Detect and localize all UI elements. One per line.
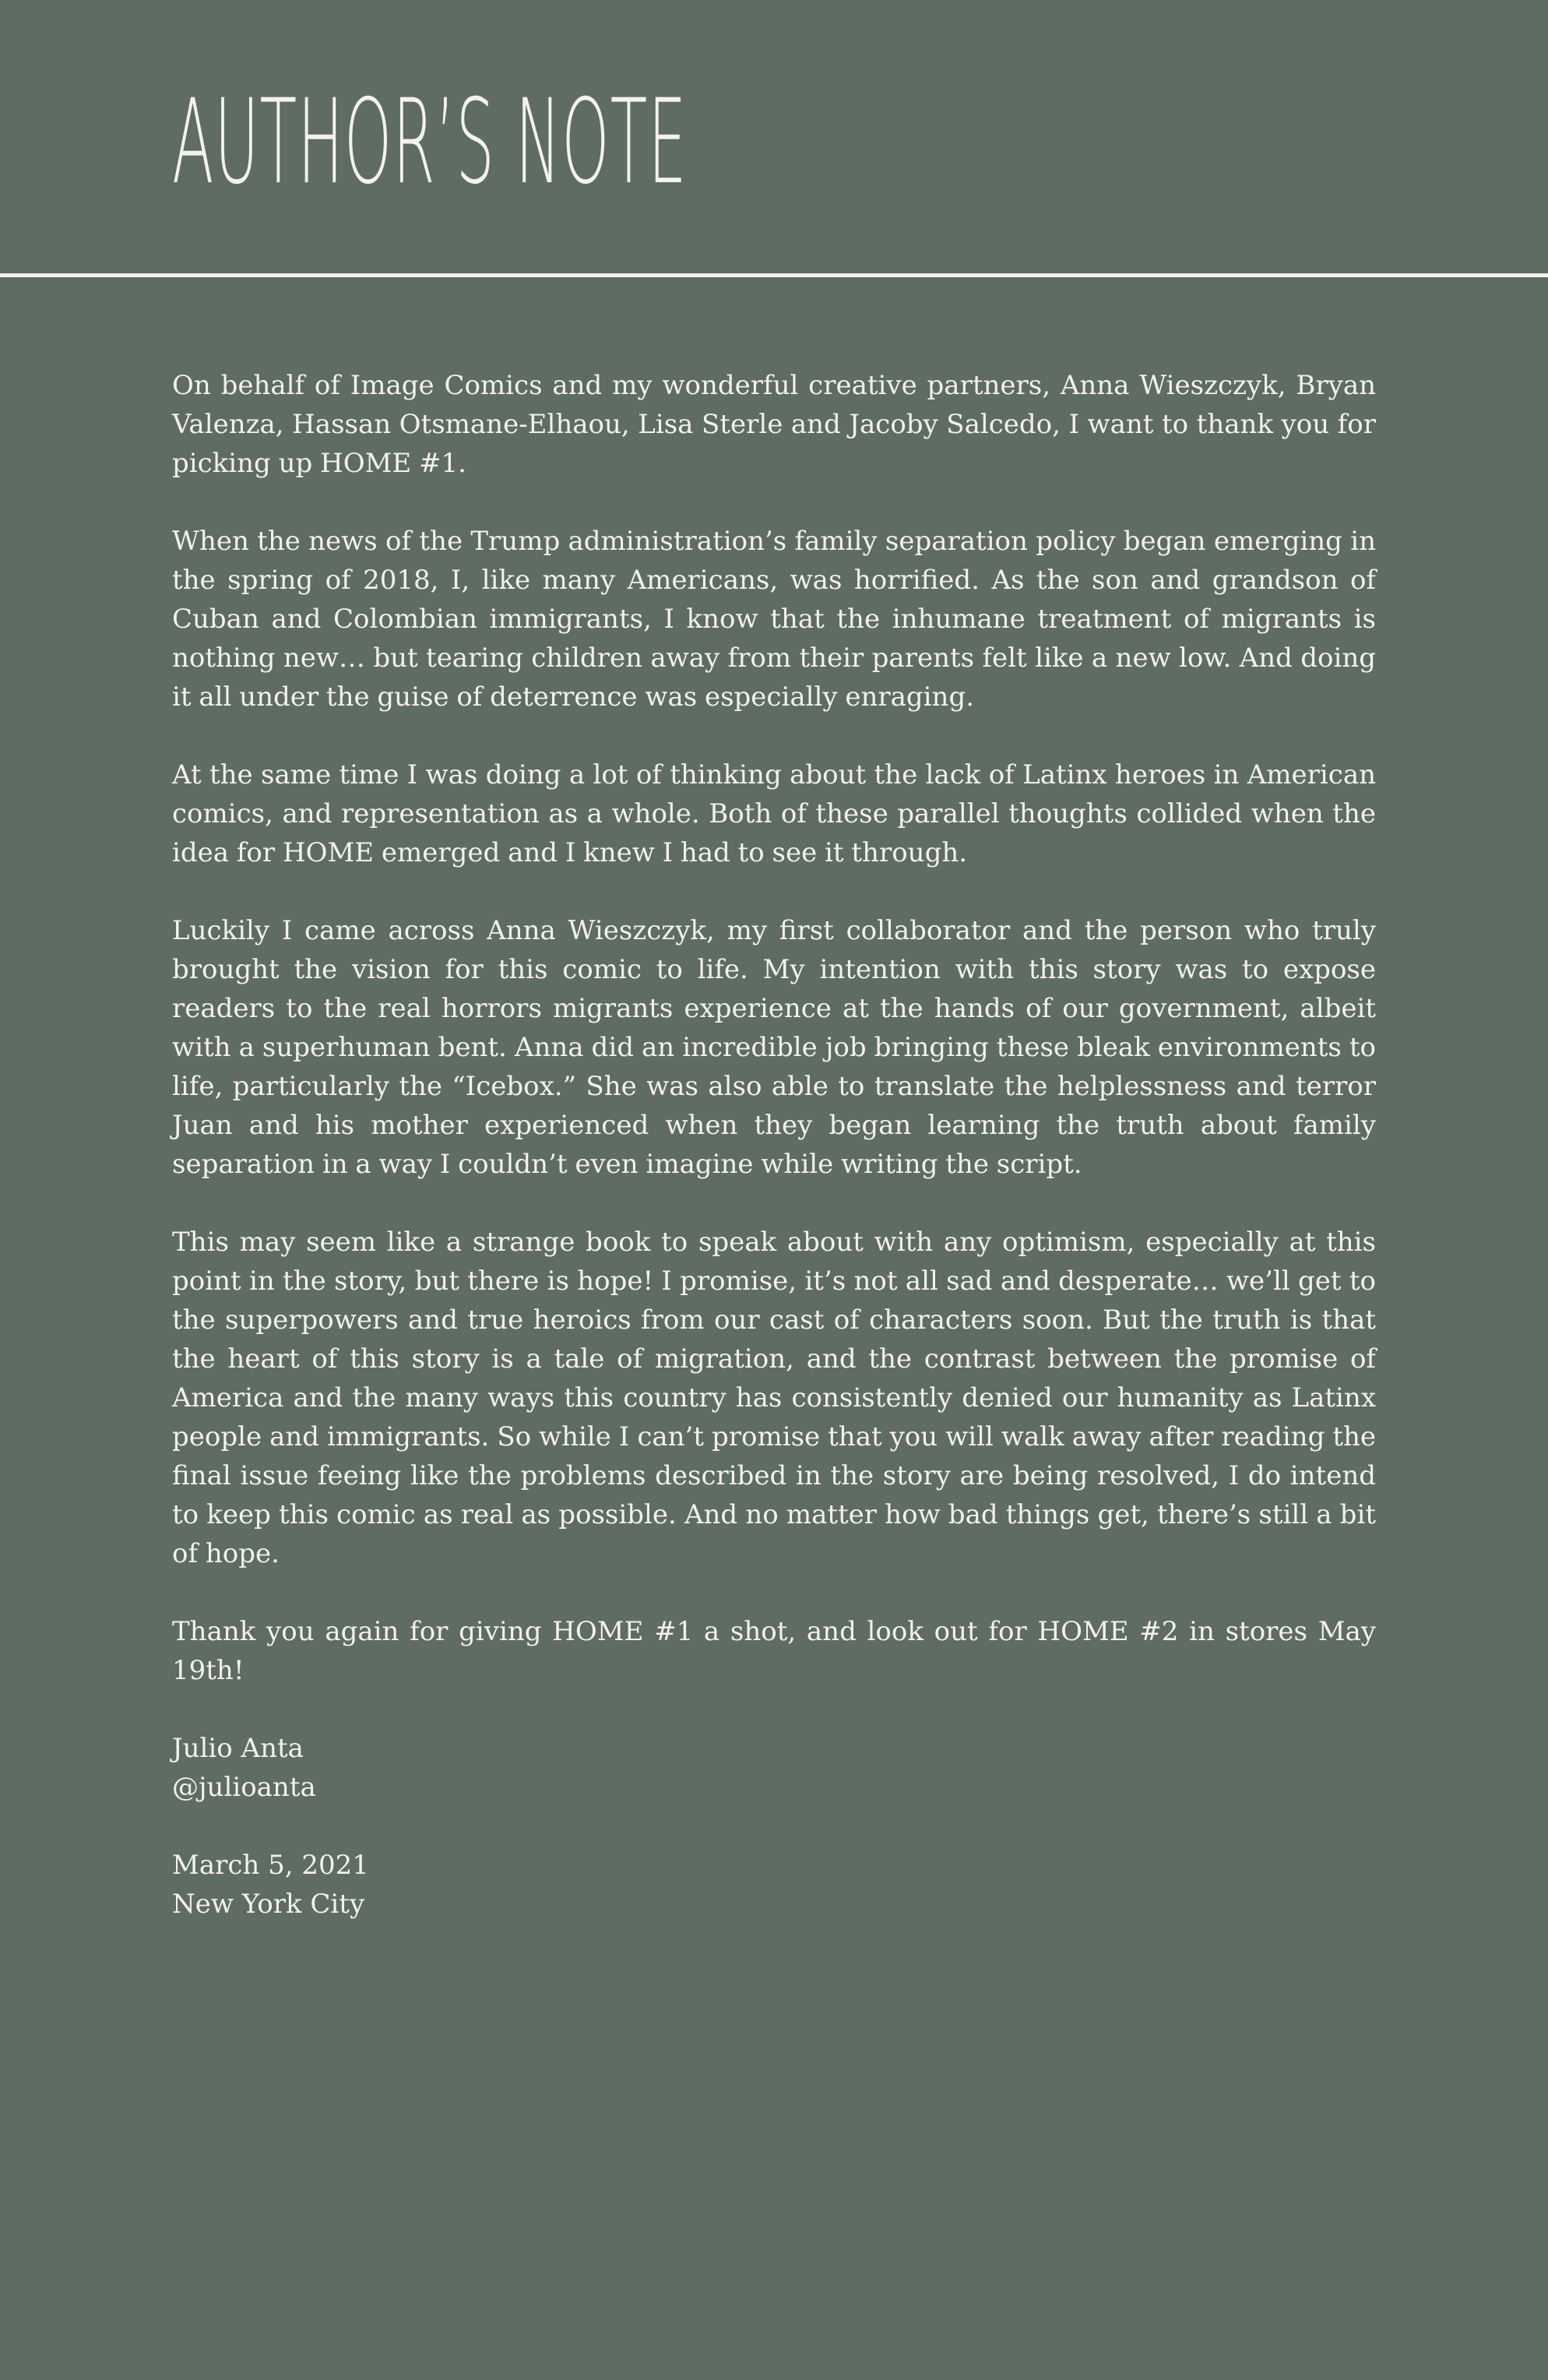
author-name: Julio Anta	[172, 1733, 304, 1764]
paragraph-policy: When the news of the Trump administration’s family separation policy began emerging in the spring of 2018, I, like many Americans, was horrified. As the son and grandson of Cuban and Colombian immigrants, I know that the inhumane treatment of migrants is nothing new… but tearing children away from their parents felt like a new low. And doing it all under the guise of deterrence was especially enraging.	[172, 526, 1376, 713]
paragraph-representation: At the same time I was doing a lot of thinking about the lack of Latinx heroes in American comics, and representation as a whole. Both of these parallel thoughts collided when the idea for HOME emerged and I knew I had to see it through.	[172, 759, 1376, 868]
signature	[172, 1729, 1376, 1807]
author-handle: @julioanta	[172, 1772, 316, 1803]
paragraph-closing: Thank you again for giving HOME #1 a shot, and look out for HOME #2 in stores May 19th!	[172, 1616, 1376, 1686]
paragraph-hope: This may seem like a strange book to speak about with any optimism, especially at this point in the story, but there is hope! I promise, it’s not all sad and desperate… we’ll get to the superpowers and true heroics from our cast of characters soon. But the truth is that the heart of this story is a tale of migration, and the contrast between the promise of America and the many ways this country has consistently denied our humanity as Latinx people and immigrants. So while I can’t promise that you will walk away after reading the final issue feeing like the problems described in the story are being resolved, I do intend to keep this comic as real as possible. And no matter how bad things get, there’s still a bit of hope.	[172, 1227, 1376, 1569]
note-place: New York City	[172, 1889, 365, 1920]
note-date: March 5, 2021	[172, 1850, 369, 1881]
dateline	[172, 1846, 1376, 1924]
note-body	[172, 366, 1376, 1963]
header-divider	[0, 273, 1548, 277]
page-title: AUTHOR’S NOTE	[172, 75, 688, 210]
paragraph-thanks: On behalf of Image Comics and my wonderful creative partners, Anna Wieszczyk, Bryan Valenza, Hassan Otsmane-Elhaou, Lisa Sterle and Jacoby Salcedo, I want to thank you for picking up HOME #1.	[172, 370, 1376, 479]
paragraph-collaborator: Luckily I came across Anna Wieszczyk, my first collaborator and the person who truly brought the vision for this comic to life. My intention with this story was to expose readers to the real horrors migrants experience at the hands of our government, albeit with a superhuman bent. Anna did an incredible job bringing these bleak environments to life, particularly the “Icebox.” She was also able to translate the helplessness and terror Juan and his mother experienced when they began learning the truth about family separation in a way I couldn’t even imagine while writing the script.	[172, 915, 1376, 1180]
